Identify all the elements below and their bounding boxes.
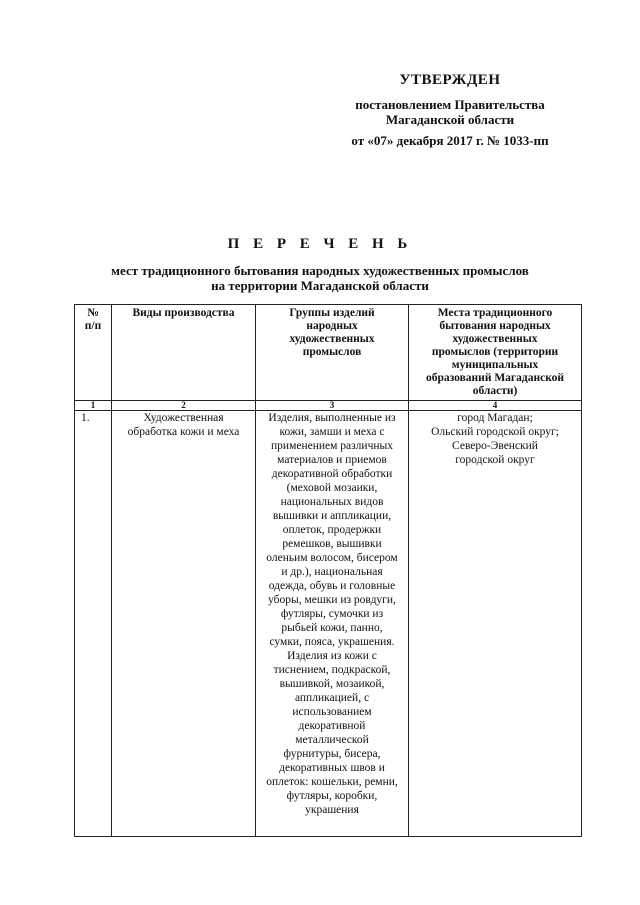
document-heading xyxy=(0,236,640,293)
places-table xyxy=(74,304,582,837)
approval-line-2: Магаданской области xyxy=(385,112,515,127)
column-number: 3 xyxy=(256,401,409,411)
header-places: Места традиционного бытования народных художественных промыслов (территории муниципальных образований Магаданской области) xyxy=(409,305,582,401)
row-number: 1. xyxy=(75,411,112,837)
column-number: 1 xyxy=(75,401,112,411)
row-places: город Магадан; Ольский городской округ; Северо-Эвенский городской округ xyxy=(409,411,582,837)
table-row xyxy=(75,411,582,837)
column-number: 2 xyxy=(112,401,256,411)
row-kind: Художественная обработка кожи и меха xyxy=(112,411,256,837)
approval-date: от «07» декабря 2017 г. № 1033-пп xyxy=(351,133,549,148)
header-kind: Виды производства xyxy=(112,305,256,401)
approval-title: УТВЕРЖДЕН xyxy=(399,72,501,88)
column-number-row xyxy=(75,401,582,411)
row-groups: Изделия, выполненные из кожи, замши и меха с применением различных материалов и приемов декоративной обработки (меховой мозаики, национальных видов вышивки и аппликации, оплеток, продержки ремешков, вышивки оленьим волосом, бисером и др.), национальная одежда, обувь и головные уборы, мешки из ровдуги, футляры, сумочки из рыбьей кожи, панно, сумки, пояса, украшения. Изделия из кожи с тиснением, подкраской, вышивкой, мозаикой, аппликацией, с использованием декоративной металлической фурнитуры, бисера, декоративных швов и оплеток: кошельки, ремни, футляры, коробки, украшения xyxy=(256,411,409,837)
document-title: П Е Р Е Ч Е Н Ь xyxy=(227,236,413,252)
approval-line-1: постановлением Правительства xyxy=(355,97,545,112)
document-subtitle-2: на территории Магаданской области xyxy=(211,278,429,293)
header-num: № п/п xyxy=(75,305,112,401)
approval-block xyxy=(300,72,600,149)
header-groups: Группы изделий народных художественных промыслов xyxy=(256,305,409,401)
document-subtitle-1: мест традиционного бытования народных художественных промыслов xyxy=(111,263,529,278)
header-row xyxy=(75,305,582,401)
column-number: 4 xyxy=(409,401,582,411)
